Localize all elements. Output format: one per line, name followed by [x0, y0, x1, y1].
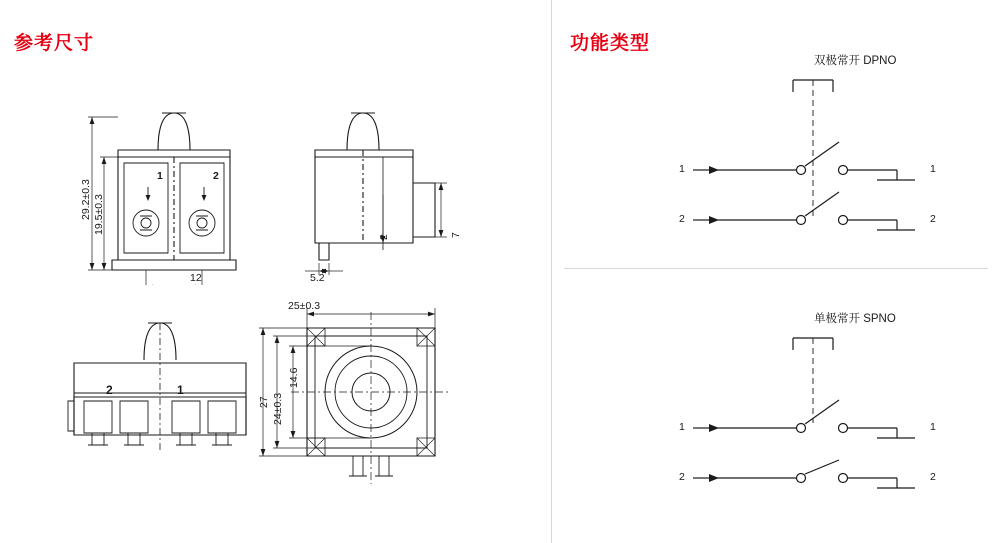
circuit-dpno-output-2: 2: [930, 213, 936, 225]
circuit-diagram-spno: [647, 328, 977, 518]
page-title-left: 参考尺寸: [14, 33, 95, 54]
circuit-spno-input-1: 1: [679, 421, 685, 433]
terminal-mark-front-right: 2: [213, 170, 219, 182]
circuit-dpno-input-2: 2: [679, 213, 685, 225]
circuit-label-dpno: 双极常开 DPNO: [814, 55, 897, 67]
circuit-diagram-dpno: [647, 70, 977, 260]
terminal-mark-bottom-left: 2: [106, 383, 113, 397]
circuit-label-spno: 单极常开 SPNO: [814, 313, 896, 325]
dim-height-total: 29.2±0.3: [80, 179, 92, 220]
dim-width-top: 25±0.3: [288, 300, 321, 312]
dim-height-top-inner: 24±0.3: [272, 392, 284, 425]
dim-depth-small: 2: [378, 234, 390, 240]
terminal-mark-front-left: 1: [157, 170, 163, 182]
dim-depth-tab: 7: [450, 232, 462, 238]
dim-height-body: 19.5±0.3: [93, 194, 105, 235]
panel-divider: [564, 268, 988, 269]
page-title-right: 功能类型: [570, 33, 651, 54]
terminal-mark-bottom-right: 1: [177, 383, 184, 397]
circuit-spno-output-1: 1: [930, 421, 936, 433]
function-type-panel: [552, 0, 1000, 543]
dim-height-top-mid: 14.6: [288, 367, 300, 388]
front-view-drawing: [70, 95, 280, 285]
dim-height-top-outer: 27: [258, 396, 270, 408]
circuit-dpno-output-1: 1: [930, 163, 936, 175]
circuit-spno-input-2: 2: [679, 471, 685, 483]
dim-width-front: 12: [190, 272, 202, 284]
rear-view-drawing: [60, 305, 260, 465]
dim-depth-side: 5.2: [310, 272, 325, 284]
circuit-spno-output-2: 2: [930, 471, 936, 483]
side-view-drawing: [295, 95, 495, 285]
circuit-dpno-input-1: 1: [679, 163, 685, 175]
